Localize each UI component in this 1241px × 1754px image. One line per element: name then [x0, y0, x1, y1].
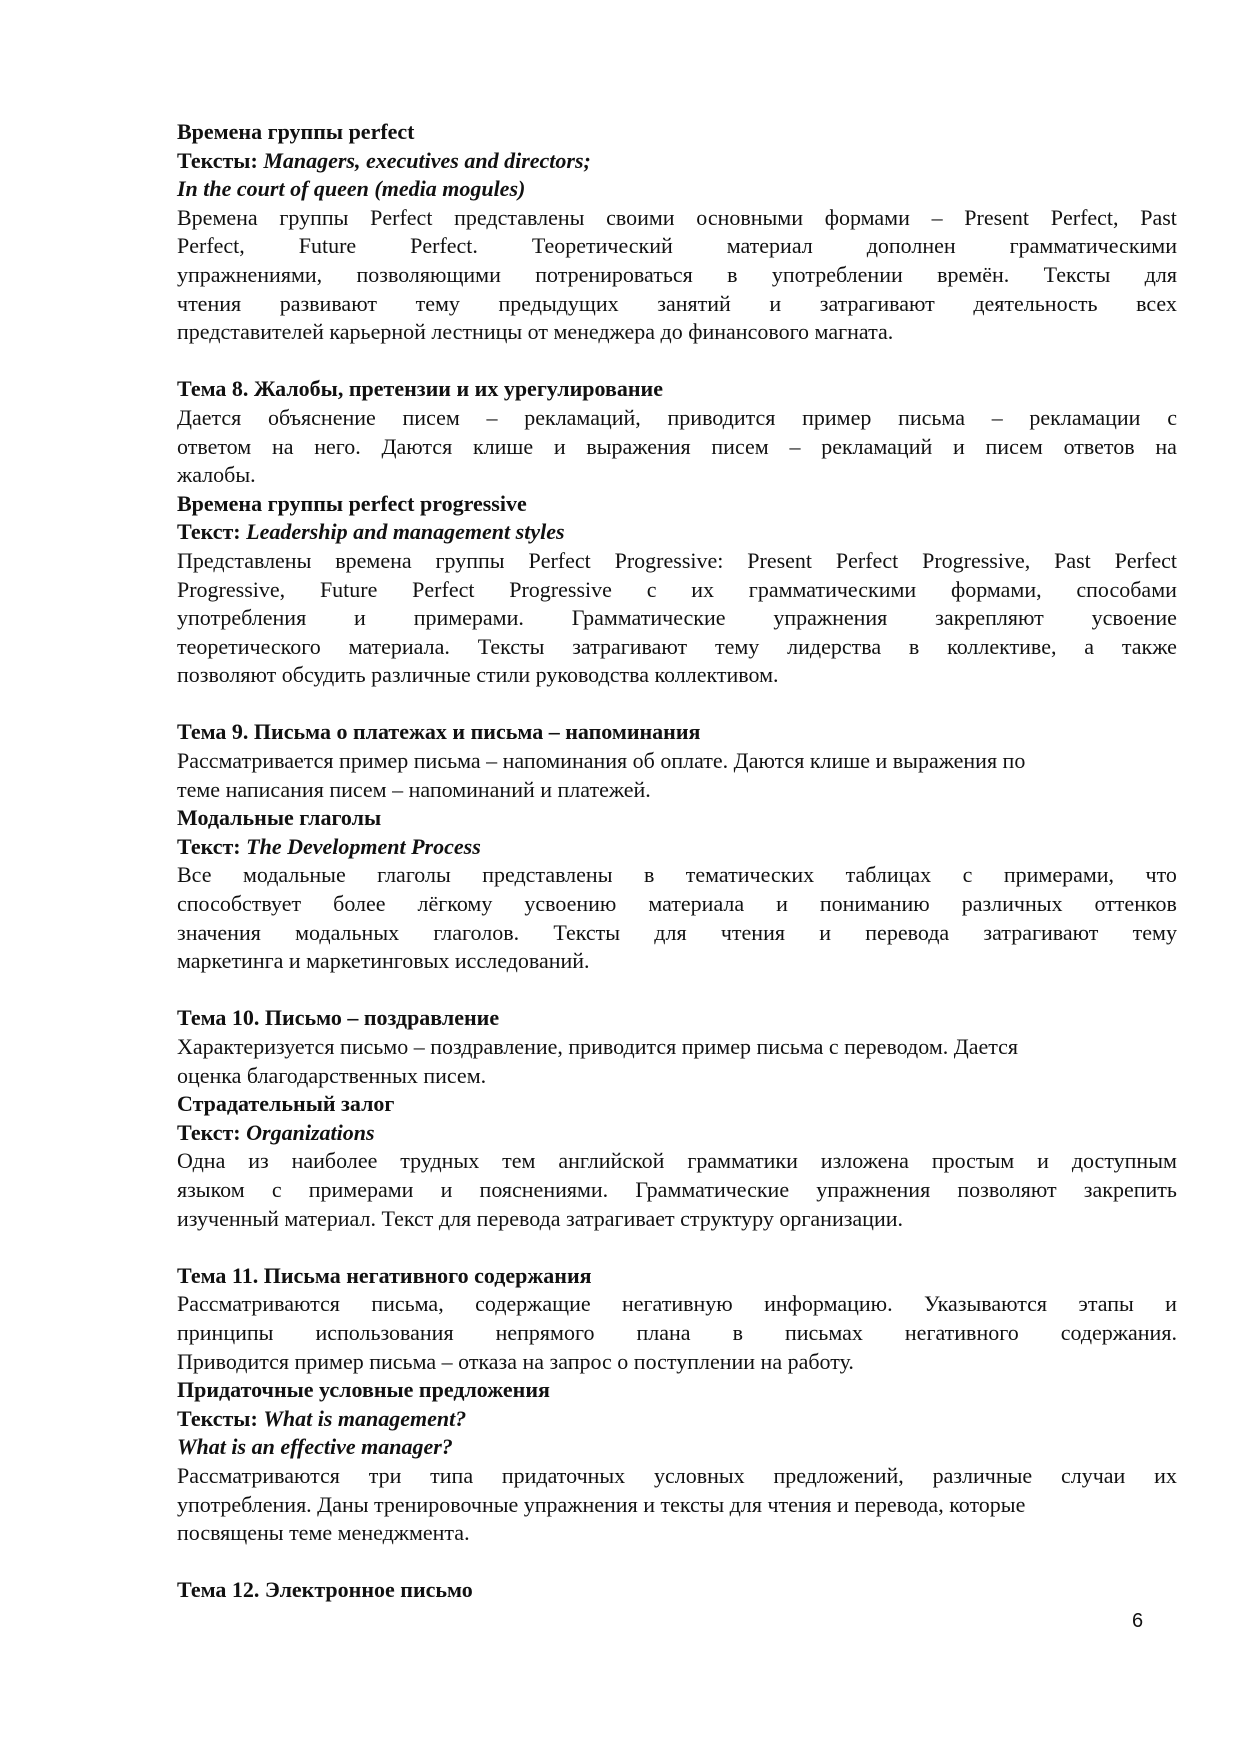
word: способами — [1076, 576, 1177, 602]
word: этапы — [1078, 1291, 1134, 1317]
topic-heading: Тема 9. Письма о платежах и письма – напоминания — [177, 719, 701, 745]
word: что — [1145, 862, 1177, 888]
word: позволяющими — [356, 261, 501, 287]
paragraph-line: оценка благодарственных писем. — [177, 1062, 487, 1088]
word: в — [732, 1319, 743, 1345]
word: него. — [314, 433, 361, 459]
word: и — [553, 433, 566, 459]
word: перевода — [865, 919, 950, 945]
word: затрагивают — [983, 919, 1099, 945]
word: затрагивают — [572, 633, 688, 659]
word: формами, — [950, 576, 1042, 602]
word: глаголов. — [433, 919, 520, 945]
section-heading: Времена группы perfect — [177, 119, 415, 144]
word: различных — [961, 891, 1063, 917]
word: рекламаций — [821, 433, 933, 459]
word: с — [962, 862, 973, 888]
word: Тексты — [477, 633, 545, 659]
paragraph-line: посвящены теме менеджмента. — [177, 1520, 470, 1546]
word: потренироваться — [535, 261, 693, 287]
word: из — [248, 1148, 269, 1174]
page-number: 6 — [1132, 1610, 1144, 1632]
word: материала. — [348, 633, 450, 659]
word: занятий — [657, 290, 731, 316]
word: примерами, — [1003, 862, 1115, 888]
word: чтения — [177, 290, 242, 316]
word: материала — [648, 891, 745, 917]
word: Past — [1054, 547, 1091, 573]
word: – — [931, 204, 943, 230]
word: плана — [636, 1319, 691, 1345]
text-title: In the court of queen (media mogules) — [177, 176, 526, 202]
word: представлены — [454, 204, 585, 230]
word: Даются — [381, 433, 453, 459]
word: Perfect — [835, 547, 899, 573]
word: развивают — [279, 290, 377, 316]
topic-heading: Тема 12. Электронное письмо — [177, 1577, 473, 1603]
word: Perfect — [1114, 547, 1177, 573]
word: с — [1167, 404, 1177, 430]
word: формами — [824, 204, 910, 230]
word: Future — [298, 233, 357, 259]
word: грамматическими — [748, 576, 917, 602]
texts-line — [177, 147, 1177, 176]
word: типа — [430, 1462, 474, 1488]
topic-heading: Тема 11. Письма негативного содержания — [177, 1262, 592, 1288]
word: способствует — [177, 891, 302, 917]
word: информацию. — [764, 1291, 893, 1317]
word: приводится — [667, 404, 776, 430]
word: письма — [898, 404, 965, 430]
word: глаголы — [377, 862, 451, 888]
text-title: Organizations — [246, 1119, 375, 1145]
word: содержащие — [475, 1291, 591, 1317]
word: письмах — [784, 1319, 863, 1345]
paragraph-line — [177, 861, 1177, 890]
paragraph-line — [177, 290, 1177, 319]
paragraph-line — [177, 576, 1177, 605]
paragraph-line: изученный материал. Текст для перевода затрагивает структуру организации. — [177, 1205, 903, 1231]
word: в — [908, 633, 920, 659]
word: тематических — [685, 862, 815, 888]
section-heading: Придаточные условные предложения — [177, 1377, 550, 1403]
word: клише — [472, 433, 534, 459]
word: также — [1121, 633, 1177, 659]
word: и — [1037, 1148, 1049, 1174]
word: Дается — [177, 404, 242, 430]
word: времён. — [937, 261, 1010, 287]
paragraph-line: Рассматривается пример письма – напоминания об оплате. Даются клише и выражения по — [177, 748, 1026, 774]
section-heading: Времена группы perfect progressive — [177, 490, 527, 516]
word: непрямого — [495, 1319, 595, 1345]
word: писем — [402, 404, 460, 430]
text-label: Текст: — [177, 833, 247, 859]
word: Present — [964, 204, 1030, 230]
word: письма, — [371, 1291, 444, 1317]
word: случаи — [1060, 1462, 1126, 1488]
word: Представлены — [177, 547, 312, 573]
word: придаточных — [501, 1462, 626, 1488]
word: ответов — [1063, 433, 1135, 459]
word: дополнен — [866, 233, 956, 259]
word: Future — [319, 576, 378, 602]
word: времена — [335, 547, 412, 573]
word: значения — [177, 919, 261, 945]
word: писем — [711, 433, 769, 459]
word: всех — [1136, 290, 1177, 316]
word: грамматическими — [1009, 233, 1177, 259]
text-title: Leadership and management styles — [246, 519, 565, 545]
word: тему — [1132, 919, 1177, 945]
paragraph-line: теме написания писем – напоминаний и платежей. — [177, 776, 651, 802]
text-title: What is management? — [263, 1405, 467, 1431]
word: в — [643, 862, 655, 888]
word: пример — [802, 404, 872, 430]
word: и — [1165, 1291, 1177, 1317]
paragraph-line — [177, 1462, 1177, 1491]
text-title: Managers, executives and directors; — [263, 147, 591, 173]
word: Progressive, — [922, 547, 1031, 573]
word: в — [727, 261, 738, 287]
paragraph-line — [177, 1290, 1177, 1319]
text-title: What is an effective manager? — [177, 1434, 453, 1460]
paragraph-line: употребления. Даны тренировочные упражнения и тексты для чтения и перевода, которые — [177, 1491, 1026, 1517]
word: Progressive, — [177, 576, 286, 602]
word: трудных — [400, 1148, 480, 1174]
word: упражнения — [773, 605, 888, 631]
word: простым — [931, 1148, 1015, 1174]
text-title: The Development Process — [246, 833, 481, 859]
word: Указываются — [924, 1291, 1048, 1317]
word: Perfect — [412, 576, 475, 602]
word: позволяют — [957, 1176, 1057, 1202]
word: изложена — [820, 1148, 909, 1174]
word: Грамматические — [635, 1176, 790, 1202]
word: Тексты — [553, 919, 621, 945]
word: Одна — [177, 1148, 226, 1174]
word: Рассматриваются — [177, 1291, 340, 1317]
word: Progressive — [509, 576, 612, 602]
word: на — [1155, 433, 1177, 459]
word: основными — [696, 204, 804, 230]
word: для — [654, 919, 687, 945]
word: модальные — [242, 862, 346, 888]
word: на — [271, 433, 294, 459]
paragraph-line: Характеризуется письмо – поздравление, приводится пример письма с переводом. Дается — [177, 1034, 1019, 1059]
word: лёгкому — [417, 891, 493, 917]
paragraph-line: позволяют обсудить различные стили руководства коллективом. — [177, 662, 779, 688]
word: Perfect. — [410, 233, 478, 259]
word: теоретического — [177, 633, 321, 659]
paragraph-line — [177, 633, 1177, 662]
word: тему — [715, 633, 760, 659]
word: деятельность — [973, 290, 1098, 316]
word: и — [769, 290, 782, 316]
word: Perfect, — [1050, 204, 1119, 230]
word: Perfect, — [177, 233, 245, 259]
word: таблицах — [845, 862, 932, 888]
word: ответом — [177, 433, 252, 459]
word: предложений, — [773, 1462, 904, 1488]
texts-label: Тексты: — [177, 1405, 264, 1431]
texts-line — [177, 1405, 1177, 1434]
word: предыдущих — [498, 290, 619, 316]
word: и — [354, 605, 366, 631]
word: чтения — [720, 919, 785, 945]
word: материал — [726, 233, 813, 259]
paragraph-line: маркетинга и маркетинговых исследований. — [177, 948, 590, 974]
word: их — [691, 576, 715, 602]
paragraph-line — [177, 890, 1177, 919]
word: упражнения — [816, 1176, 931, 1202]
paragraph-line — [177, 433, 1177, 462]
word: условных — [653, 1462, 745, 1488]
word: для — [1144, 261, 1177, 287]
word: негативного — [904, 1319, 1019, 1345]
word: модальных — [295, 919, 400, 945]
texts-line — [177, 1119, 1177, 1148]
word: тем — [502, 1148, 536, 1174]
word: примерами — [308, 1176, 414, 1202]
word: усвоение — [1091, 605, 1177, 631]
word: и — [953, 433, 965, 459]
paragraph-line — [177, 261, 1177, 290]
paragraph-line — [177, 919, 1177, 948]
word: употреблении — [771, 261, 903, 287]
word: коллективе, — [947, 633, 1057, 659]
text-label: Текст: — [177, 1119, 247, 1145]
word: грамматики — [687, 1148, 798, 1174]
word: с — [646, 576, 657, 602]
word: оттенков — [1094, 891, 1177, 917]
word: Грамматические — [571, 605, 726, 631]
word: Present — [747, 547, 813, 573]
section-heading: Модальные глаголы — [177, 805, 382, 831]
word: тему — [415, 290, 460, 316]
word: – — [991, 404, 1003, 430]
word: Perfect — [370, 204, 433, 230]
word: Past — [1140, 204, 1177, 230]
texts-line — [177, 518, 1177, 547]
word: рекламаций, — [524, 404, 641, 430]
paragraph-line — [177, 232, 1177, 261]
word: наиболее — [291, 1148, 378, 1174]
word: использования — [315, 1319, 454, 1345]
word: закрепляют — [935, 605, 1044, 631]
word: Progressive: — [614, 547, 724, 573]
paragraph-line: представителей карьерной лестницы от менеджера до финансового магната. — [177, 319, 894, 345]
word: доступным — [1071, 1148, 1177, 1174]
word: употребления — [177, 605, 307, 631]
word: их — [1154, 1462, 1177, 1488]
word: выражения — [586, 433, 691, 459]
word: пояснениями. — [479, 1176, 609, 1202]
word: примерами. — [413, 605, 524, 631]
word: а — [1084, 633, 1095, 659]
paragraph-line — [177, 547, 1177, 576]
texts-line — [177, 833, 1177, 862]
word: группы — [435, 547, 505, 573]
word: писем — [985, 433, 1043, 459]
document-page — [177, 118, 1177, 1605]
word: представлены — [482, 862, 613, 888]
paragraph-line — [177, 604, 1177, 633]
word: Времена — [177, 204, 258, 230]
word: группы — [279, 204, 349, 230]
word: Все — [177, 862, 212, 888]
word: языком — [177, 1176, 245, 1202]
word: затрагивают — [819, 290, 935, 316]
paragraph-line: жалобы. — [177, 462, 256, 488]
word: усвоению — [524, 891, 617, 917]
word: негативную — [622, 1291, 733, 1317]
paragraph-line — [177, 204, 1177, 233]
word: принципы — [177, 1319, 274, 1345]
word: и — [819, 919, 832, 945]
word: пониманию — [819, 891, 930, 917]
paragraph-line — [177, 1319, 1177, 1348]
word: Рассматриваются — [177, 1462, 340, 1488]
word: закрепить — [1083, 1176, 1177, 1202]
word: объяснение — [268, 404, 376, 430]
topic-heading: Тема 8. Жалобы, претензии и их урегулирование — [177, 376, 663, 402]
topic-heading: Тема 10. Письмо – поздравление — [177, 1005, 500, 1031]
word: своими — [606, 204, 675, 230]
paragraph-line — [177, 404, 1177, 433]
word: лидерства — [787, 633, 882, 659]
word: и — [776, 891, 788, 917]
word: английской — [558, 1148, 665, 1174]
texts-label: Тексты: — [177, 147, 264, 173]
text-label: Текст: — [177, 519, 247, 545]
word: с — [271, 1176, 282, 1202]
paragraph-line: Приводится пример письма – отказа на запрос о поступлении на работу. — [177, 1348, 854, 1374]
word: Тексты — [1043, 261, 1111, 287]
word: три — [368, 1462, 402, 1488]
word: Теоретический — [531, 233, 673, 259]
word: – — [789, 433, 801, 459]
word: более — [333, 891, 386, 917]
paragraph-line — [177, 1176, 1177, 1205]
word: рекламации — [1029, 404, 1141, 430]
word: и — [440, 1176, 453, 1202]
word: различные — [932, 1462, 1033, 1488]
word: Perfect — [528, 547, 591, 573]
word: упражнениями, — [177, 261, 323, 287]
section-heading: Страдательный залог — [177, 1091, 395, 1117]
word: содержания. — [1060, 1319, 1177, 1345]
paragraph-line — [177, 1147, 1177, 1176]
word: – — [486, 404, 498, 430]
